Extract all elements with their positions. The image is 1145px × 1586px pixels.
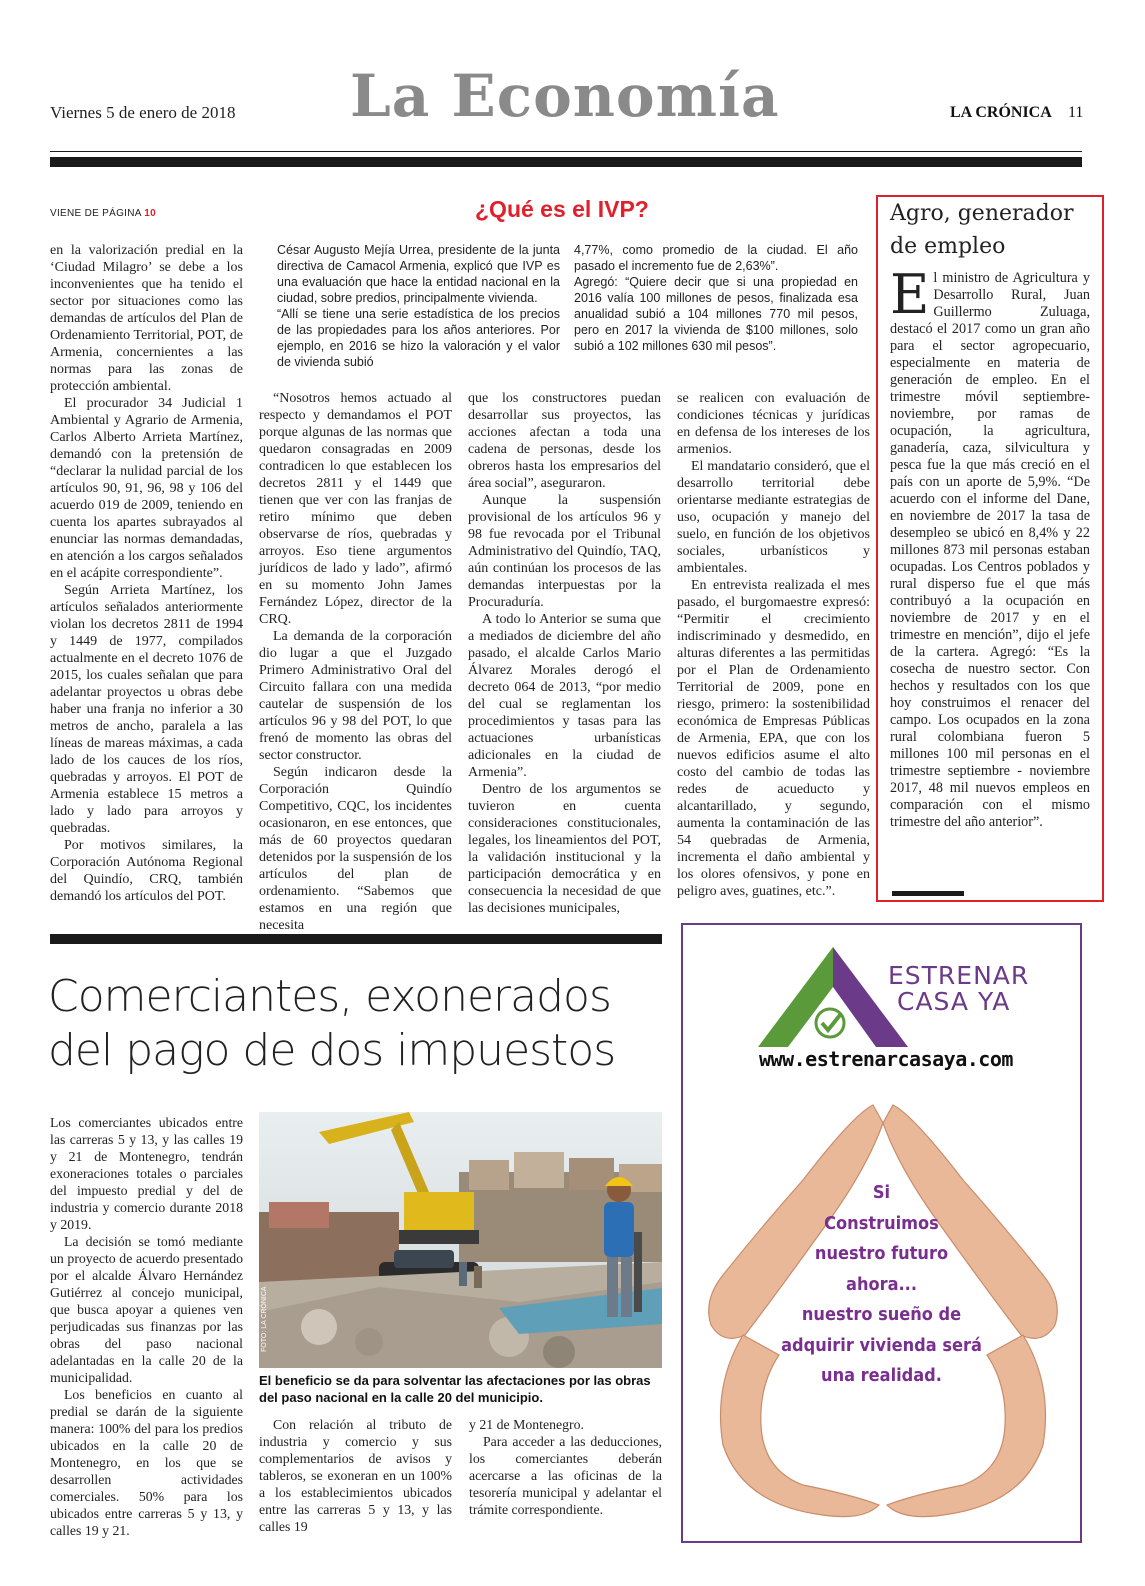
ad-message-line: nuestro futuro — [814, 1243, 949, 1264]
ad-message — [683, 1178, 1080, 1392]
agro-end-mark — [892, 891, 964, 896]
construction-photo-illustration — [259, 1112, 662, 1368]
agro-body: El ministro de Agricultura y Desarrollo Rural, Juan Guillermo Zuluaga, destacó el 2017 como un gran año para el sector agropecuario, especialmente en materia de generación de empleo. En el trimestre móvil septiembre-noviembre, por ramas de ocupación, la agricultura, ganadería, caza, silvicultura y pesca fue la que más creció en el país con un aporte de 5,9%. “De acuerdo con el informe del Dane, en noviembre de 2017 la tasa de desempleo se ubicó en 8,4% y 22 millones 873 mil personas estaban ocupadas. Los Centros poblados y rural disperso fue el que más contribuyó a la ocupación en noviembre de 2017 y en el trimestre en mención”, dijo el jefe de la cartera. Agregó: “Es la cosecha de nuestro sector. Con hechos y resultados con los que hoy construimos el renacer del campo. Los ocupados en la zona rural colombiana fueron 5 millones 100 mil personas en el trimestre septiembre - noviembre 2017, 48 mil nuevos empleos en comparación con el mismo trimestre del año anterior”. — [890, 263, 1090, 830]
ivp-column-1: César Augusto Mejía Urrea, presidente de la junta directiva de Camacol Armenia, explicó que IVP es una evaluación que hace la entidad nacional en la ciudad, sobre predios, principalmente vivienda. “Allí se tiene una serie estadística de los precios de las propiedades para los años anteriores. Por ejemplo, en 2016 se hizo la valoración y el valor de vivienda subió — [277, 243, 560, 369]
estrenar-logo-icon — [758, 947, 908, 1047]
advertisement — [681, 923, 1082, 1543]
header-thick-rule — [50, 157, 1082, 167]
ivp-column-2: 4,77%, como promedio de la ciudad. El año pasado el incremento fue de 2,63%”. Agregó: “Quiere decir que si una propiedad en 2016 valía 100 millones de pesos, finalizada esa anualidad subió a 104 millones 770 mil pesos, pero en 2017 la vivienda de $100 millones, solo subió a 102 millones 630 mil pesos”. — [574, 243, 858, 353]
agro-drop-cap: E — [890, 263, 930, 326]
ad-message-line: nuestro sueño de — [801, 1304, 962, 1325]
ivp-title: ¿Qué es el IVP? — [475, 196, 649, 222]
second-article-column-1: Los comerciantes ubicados entre las carreras 5 y 13, y las calles 19 y 21 de Montenegro, tendrán exoneraciones totales o parciales del impuesto predial y del de industria y comercio durante 2018 y 2019. La decisión se tomó mediante un proyecto de acuerdo presentado por el alcalde Álvaro Hernández Gutiérrez al concejo municipal, que busca apoyar a quienes ven perjudicadas sus finanzas por las obras del paso nacional adelantadas en la calle 20 de la municipalidad. Los beneficios en cuanto al predial se darán de la siguiente manera: 100% del para los predios ubicados en la calle 20 de Montenegro, en los que se desarrollen actividades comerciales. 50% para los ubicados entre carreras 5 y 13, y calles 19 y 21. — [50, 1115, 243, 1538]
continuation-label: VIENE DE PÁGINA 10 — [50, 208, 157, 219]
second-article-column-3: y 21 de Montenegro. Para acceder a las deducciones, los comerciantes deberán acercarse a las oficinas de la tesorería municipal y adelantar el trámite correspondiente. — [469, 1417, 662, 1517]
ad-website-link[interactable]: www.estrenarcasaya.com — [759, 1047, 1013, 1071]
main-article-column-1: en la valorización predial en la ‘Ciudad Milagro’ se debe a los inconvenientes que ha tenido el sector por situaciones como las demandas de artículos del Plan de Ordenamiento Territorial, POT, de Armenia, concernientes a las normas para las zonas de protección ambiental. El procurador 34 Judicial 1 Ambiental y Agrario de Armenia, Carlos Alberto Arrieta Martínez, demandó con la pretensión de “declarar la nulidad parcial de los artículos 90, 91, 96, 98 y 106 del acuerdo 019 de 2009, teniendo en cuenta los apartes subrayados al enunciar las normas demandadas, en atención a los cargos señalados en el acápite correspondiente”. Según Arrieta Martínez, los artículos señalados anteriormente violan los decretos 2811 de 1994 y 1449 de 1977, compilados actualmente en el decreto 1076 de 2015, los cuales señalan que para adelantar proyectos u obras debe haber una franja no inferior a 30 metros de ancho, paralela a las líneas de mareas máximas, a cada lado de los cauces de los ríos, quebradas y arroyos. El POT de Armenia establece 15 metros a lado y lado para arroyos y quebradas. Por motivos similares, la Corporación Autónoma Regional del Quindío, CRQ, también demandó los artículos del POT. — [50, 243, 243, 904]
ad-message-line: Si — [872, 1182, 891, 1203]
section-title: La Economía — [350, 62, 780, 130]
ad-message-line: Construimos — [824, 1212, 939, 1234]
ad-brand-line-2: CASA YA — [897, 987, 1011, 1016]
photo-credit: FOTO: LA CRÓNICA — [261, 1286, 268, 1352]
second-article-headline: Comerciantes, exonerados del pago de dos impuestos — [48, 971, 616, 1076]
header-thin-rule — [50, 151, 1082, 152]
ad-message-line: ahora... — [846, 1273, 917, 1295]
second-article-rule — [50, 934, 662, 944]
main-article-column-3: que los constructores puedan desarrollar sus proyectos, las acciones afectan a toda una cadena de personas, desde los obreros hasta los empresarios del área social”, aseguraron. Aunque la suspensión provisional de los artículos 96 y 98 fue revocada por el Tribunal Administrativo del Quindío, TAQ, aún continúan los procesos de las demandas interpuestas por la Procuraduría. A todo lo Anterior se suma que a mediados de diciembre del año pasado, el alcalde Carlos Mario Álvarez Morales derogó el decreto 064 de 2013, “por medio del cual se reglamentan los procedimientos y tasas para las actuaciones urbanísticas adicionales en la ciudad de Armenia”. Dentro de los argumentos se tuvieron en cuenta consideraciones constitucionales, legales, los lineamientos del POT, la validación institucional y la participación democrática y en consecuencia la necesidad de que las decisiones municipales, — [468, 391, 661, 916]
publication-name: LA CRÓNICA — [950, 104, 1052, 121]
second-article-column-2: Con relación al tributo de industria y comercio y sus complementarios de avisos y tableros, se exoneran en un 100% a los establecimientos ubicados entre las carreras 5 y 13, y las calles 19 — [259, 1417, 452, 1534]
agro-title: Agro, generador de empleo — [890, 201, 1074, 259]
page-number: 11 — [1068, 104, 1084, 121]
ad-message-line: una realidad. — [821, 1365, 942, 1386]
issue-date: Viernes 5 de enero de 2018 — [50, 103, 236, 122]
main-article-column-4: se realicen con evaluación de condiciones técnicas y jurídicas en defensa de los intereses de los armenios. El mandatario consideró, que el desarrollo territorial debe orientarse mediante estrategias de uso, ocupación y manejo del suelo, en función de los objetivos sociales, urbanísticos y ambientales. En entrevista realizada el mes pasado, el burgomaestre expresó: “Permitir el crecimiento indiscriminado y desmedido, en alturas diferentes a las permitidas por el Plan de Ordenamiento Territorial de 2009, pone en riesgo, primero: la sostenibilidad económica de Empresas Públicas de Armenia, EPA, que con los nuevos edificios asume el alto costo del cambio de todas las redes de acueducto y alcantarillado, y segundo, aumenta la contaminación de las 54 quebradas de Armenia, incrementa el daño ambiental y los olores ofensivos, y pone en peligro aves, guatines, etc.”. — [677, 391, 870, 899]
photo-caption: El beneficio se da para solventar las afectaciones por las obras del paso nacional en la calle 20 del municipio. — [259, 1373, 651, 1405]
main-article-column-2: “Nosotros hemos actuado al respecto y demandamos el POT porque algunas de las normas que quedaron consagradas en 2009 contradicen lo que establecen los decretos 2811 y el 1449 que tienen que ver con las franjas de retiro mínimo que deben observarse de ríos, quebradas y arroyos. Eso tiene argumentos jurídicos de lado y lado”, afirmó en su momento John James Fernández López, director de la CRQ. La demanda de la corporación dio lugar a que el Juzgado Primero Administrativo Oral del Circuito fallara con una medida cautelar de suspensión de los artículos 96 y 98 del POT, lo que frenó de momento las obras del sector constructor. Según indicaron desde la Corporación Quindío Competitivo, CQC, los incidentes ocasionaron, en ese entonces, que más de 60 proyectos quedaran detenidos por la suspensión de los artículos del plan de ordenamiento. “Sabemos que estamos en una región que necesita — [259, 391, 452, 933]
ad-brand-line-1: ESTRENAR — [888, 961, 1030, 990]
construction-photo — [259, 1112, 662, 1368]
ad-message-line: adquirir vivienda será — [781, 1334, 982, 1356]
